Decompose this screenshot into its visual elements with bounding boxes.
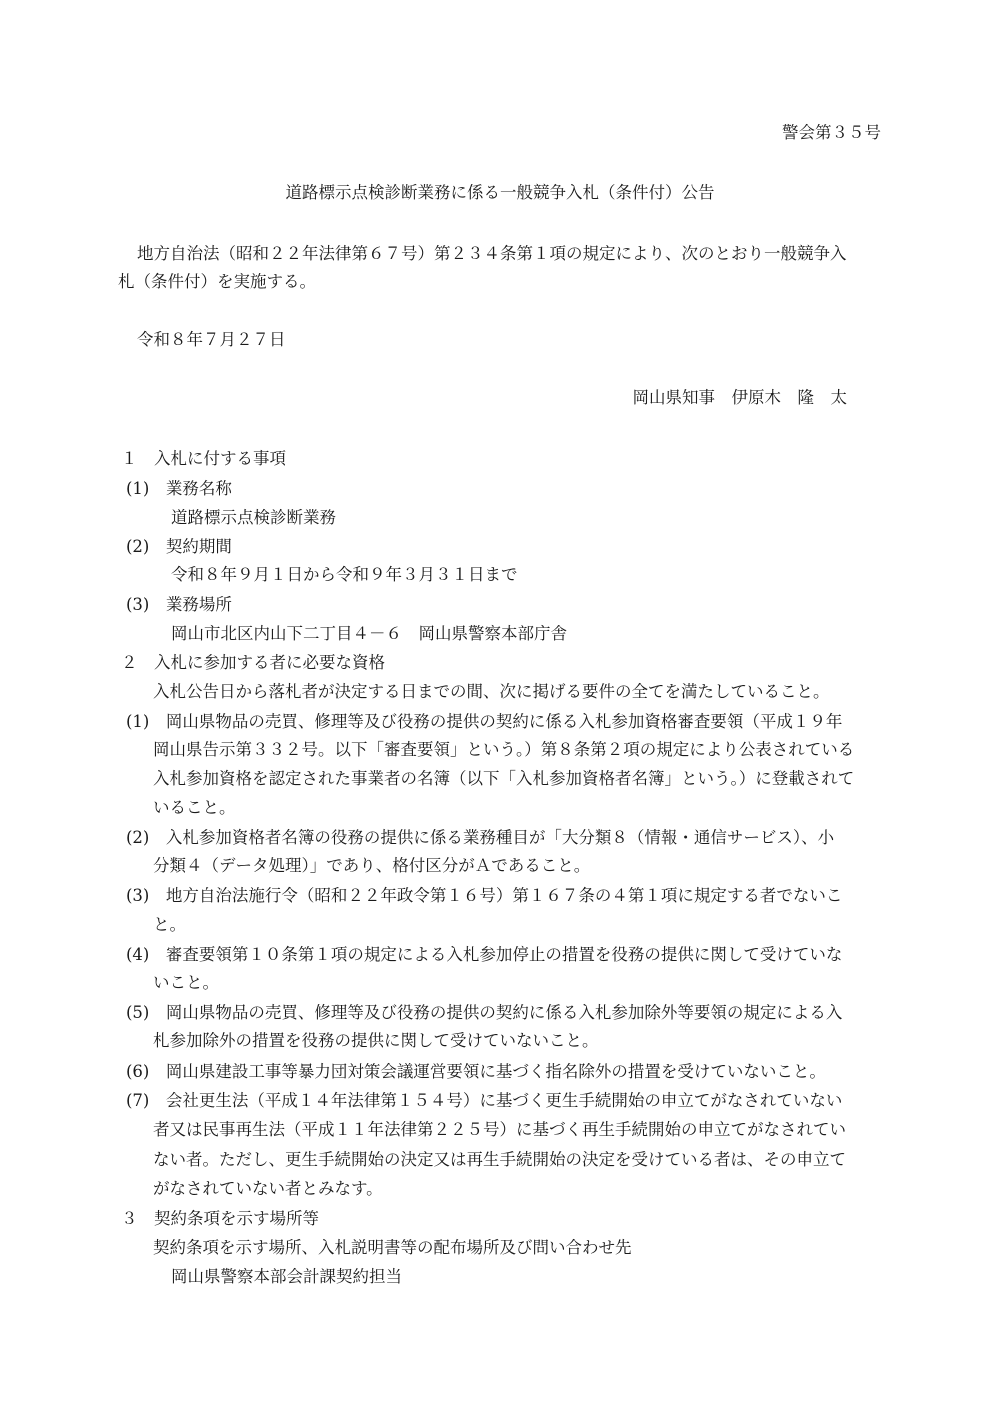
item-line: (7) 会社更生法（平成１４年法律第１５４号）に基づく更生手続開始の申立てがなされていない <box>126 1091 843 1110</box>
section-line: 契約条項を示す場所、入札説明書等の配布場所及び問い合わせ先 <box>153 1238 632 1257</box>
item-value: 道路標示点検診断業務 <box>171 508 336 527</box>
item-line: (2) 入札参加資格者名簿の役務の提供に係る業務種目が「大分類８（情報・通信サービス）、小 <box>126 828 835 847</box>
item-line: (1) 岡山県物品の売買、修理等及び役務の提供の契約に係る入札参加資格審査要領（平成１９年 <box>126 712 843 731</box>
item-label: (1) 業務名称 <box>126 479 232 498</box>
item-value: 岡山市北区内山下二丁目４－６ 岡山県警察本部庁舎 <box>171 624 567 643</box>
item-line: (3) 地方自治法施行令（昭和２２年政令第１６号）第１６７条の４第１項に規定する者でないこ <box>126 886 843 905</box>
section-line: 岡山県警察本部会計課契約担当 <box>171 1267 402 1286</box>
signer: 岡山県知事 伊原木 隆 太 <box>632 388 847 407</box>
document-number: 警会第３５号 <box>782 123 881 142</box>
item-line: いること。 <box>153 798 236 817</box>
intro-line: 札（条件付）を実施する。 <box>118 272 316 291</box>
item-line: と。 <box>153 915 186 934</box>
item-label: (2) 契約期間 <box>126 537 232 556</box>
item-label: (3) 業務場所 <box>126 595 232 614</box>
section-heading: ３ 契約条項を示す場所等 <box>121 1209 319 1228</box>
item-line: 者又は民事再生法（平成１１年法律第２２５号）に基づく再生手続開始の申立てがなされてい <box>153 1120 846 1139</box>
intro-line: 地方自治法（昭和２２年法律第６７号）第２３４条第１項の規定により、次のとおり一般競争入 <box>137 244 847 263</box>
item-line: がなされていない者とみなす。 <box>153 1179 383 1198</box>
item-line: 札参加除外の措置を役務の提供に関して受けていないこと。 <box>153 1031 599 1050</box>
item-line: (4) 審査要領第１０条第１項の規定による入札参加停止の措置を役務の提供に関して受けていな <box>126 945 843 964</box>
item-value: 令和８年９月１日から令和９年３月３１日まで <box>171 565 518 584</box>
item-line: いこと。 <box>153 973 219 992</box>
requirement-item: (6) 岡山県建設工事等暴力団対策会議運営要領に基づく指名除外の措置を受けていないこと。 <box>126 1062 826 1081</box>
item-line: 岡山県告示第３３２号。以下「審査要領」という。）第８条第２項の規定により公表されている <box>153 740 855 759</box>
section-heading: １ 入札に付する事項 <box>121 449 286 468</box>
item-line: 入札参加資格を認定された事業者の名簿（以下「入札参加資格者名簿」という。）に登載されて <box>153 769 855 788</box>
section-intro: 入札公告日から落札者が決定する日までの間、次に掲げる要件の全てを満たしていること。 <box>153 682 830 701</box>
section-heading: ２ 入札に参加する者に必要な資格 <box>121 653 385 672</box>
issue-date: 令和８年７月２７日 <box>137 330 286 349</box>
item-line: ない者。ただし、更生手続開始の決定又は再生手続開始の決定を受けている者は、その申立て <box>153 1150 846 1169</box>
item-line: (5) 岡山県物品の売買、修理等及び役務の提供の契約に係る入札参加除外等要領の規定による入 <box>126 1003 843 1022</box>
item-line: 分類４（データ処理）」であり、格付区分がＡであること。 <box>153 856 591 875</box>
document-title: 道路標示点検診断業務に係る一般競争入札（条件付）公告 <box>285 183 715 202</box>
